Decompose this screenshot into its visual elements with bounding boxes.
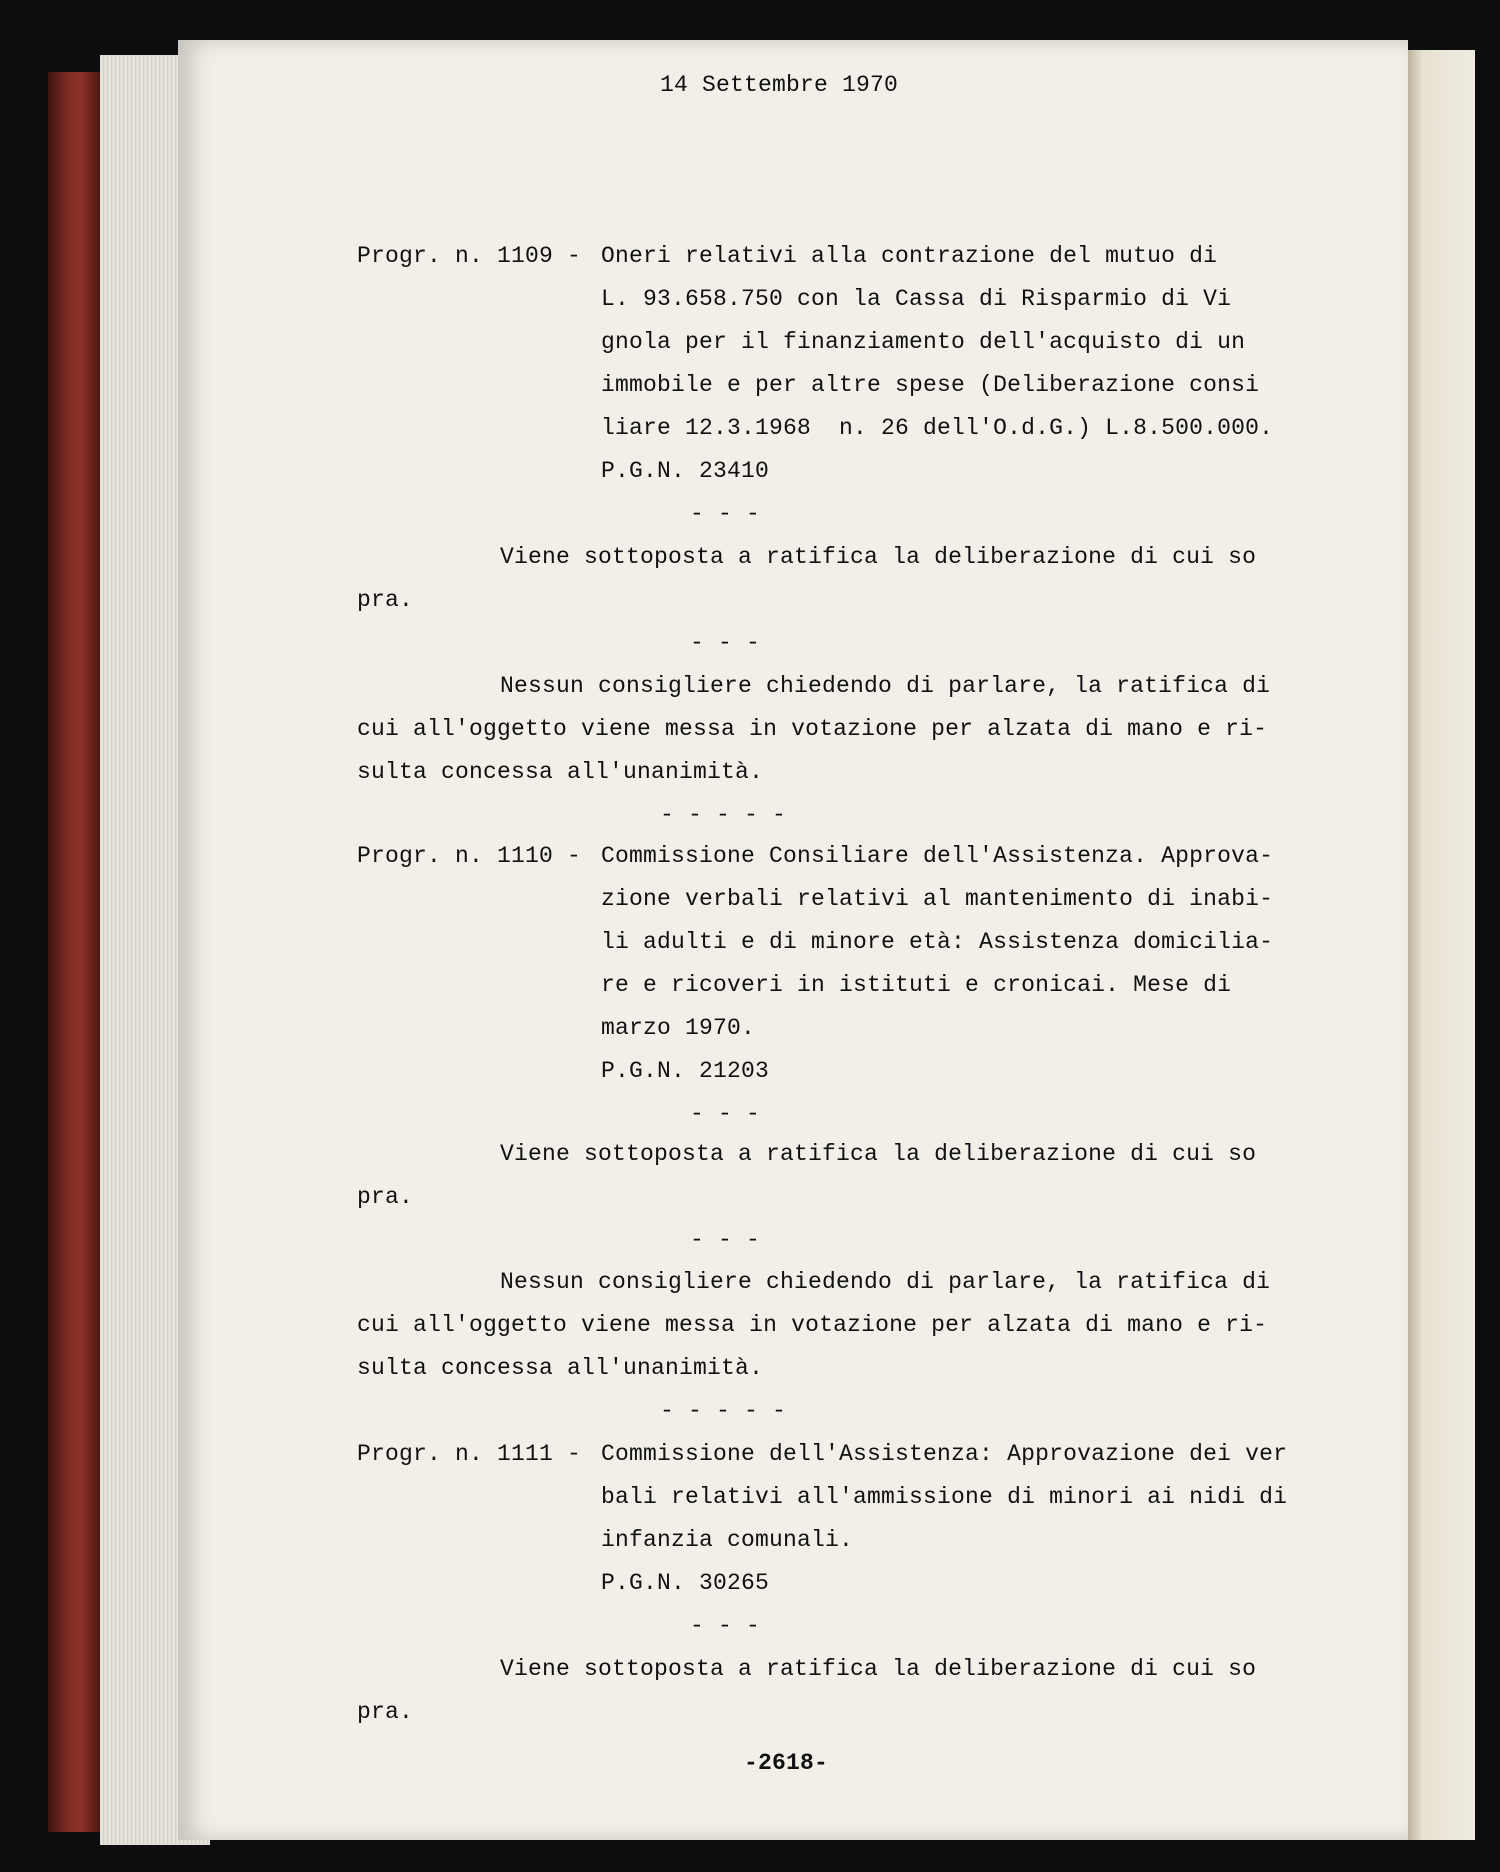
vote-line: sulta concessa all'unanimità. [357, 1355, 764, 1381]
item-line: Oneri relativi alla contrazione del mutuo di [601, 243, 1218, 269]
item-line: bali relativi all'ammissione di minori ai nidi di [601, 1484, 1288, 1510]
item-line: marzo 1970. [601, 1015, 756, 1041]
item-line: re e ricoveri in istituti e cronicai. Mese di [601, 972, 1232, 998]
pgn-reference: P.G.N. 21203 [601, 1058, 770, 1084]
ratifica-line: Viene sottoposta a ratifica la deliberazione di cui so [500, 1141, 1257, 1167]
separator: - - - [690, 630, 761, 656]
ratifica-line: Viene sottoposta a ratifica la deliberazione di cui so [500, 544, 1257, 570]
separator: - - - [690, 1227, 761, 1253]
vote-line: sulta concessa all'unanimità. [357, 759, 764, 785]
vote-line: Nessun consigliere chiedendo di parlare, la ratifica di [500, 673, 1271, 699]
page-date: 14 Settembre 1970 [660, 72, 899, 98]
separator: - - - [690, 1101, 761, 1127]
separator-long: - - - - - [660, 802, 787, 828]
item-line: Commissione dell'Assistenza: Approvazione dei ver [601, 1441, 1288, 1467]
ratifica-line: Viene sottoposta a ratifica la deliberazione di cui so [500, 1656, 1257, 1682]
separator: - - - [690, 501, 761, 527]
item-number: Progr. n. 1109 - [357, 243, 582, 269]
vote-line: Nessun consigliere chiedendo di parlare, la ratifica di [500, 1269, 1271, 1295]
item-line: Commissione Consiliare dell'Assistenza. Approva- [601, 843, 1274, 869]
ratifica-line: pra. [357, 1699, 414, 1725]
item-line: infanzia comunali. [601, 1527, 854, 1553]
item-number: Progr. n. 1111 - [357, 1441, 582, 1467]
item-line: gnola per il finanziamento dell'acquisto di un [601, 329, 1246, 355]
separator-long: - - - - - [660, 1398, 787, 1424]
next-page-edge [1405, 50, 1475, 1840]
item-line: liare 12.3.1968 n. 26 dell'O.d.G.) L.8.500.000. [601, 415, 1274, 441]
item-line: L. 93.658.750 con la Cassa di Risparmio di Vi [601, 286, 1232, 312]
vote-line: cui all'oggetto viene messa in votazione per alzata di mano e ri- [357, 716, 1268, 742]
ratifica-line: pra. [357, 587, 414, 613]
item-line: zione verbali relativi al mantenimento di inabi- [601, 886, 1274, 912]
pgn-reference: P.G.N. 30265 [601, 1570, 770, 1596]
vote-line: cui all'oggetto viene messa in votazione per alzata di mano e ri- [357, 1312, 1268, 1338]
pgn-reference: P.G.N. 23410 [601, 458, 770, 484]
item-number: Progr. n. 1110 - [357, 843, 582, 869]
ratifica-line: pra. [357, 1184, 414, 1210]
page-number: -2618- [744, 1750, 829, 1776]
item-line: immobile e per altre spese (Deliberazione consi [601, 372, 1260, 398]
item-line: li adulti e di minore età: Assistenza domicilia- [601, 929, 1274, 955]
book-spine [48, 72, 108, 1832]
separator: - - - [690, 1613, 761, 1639]
